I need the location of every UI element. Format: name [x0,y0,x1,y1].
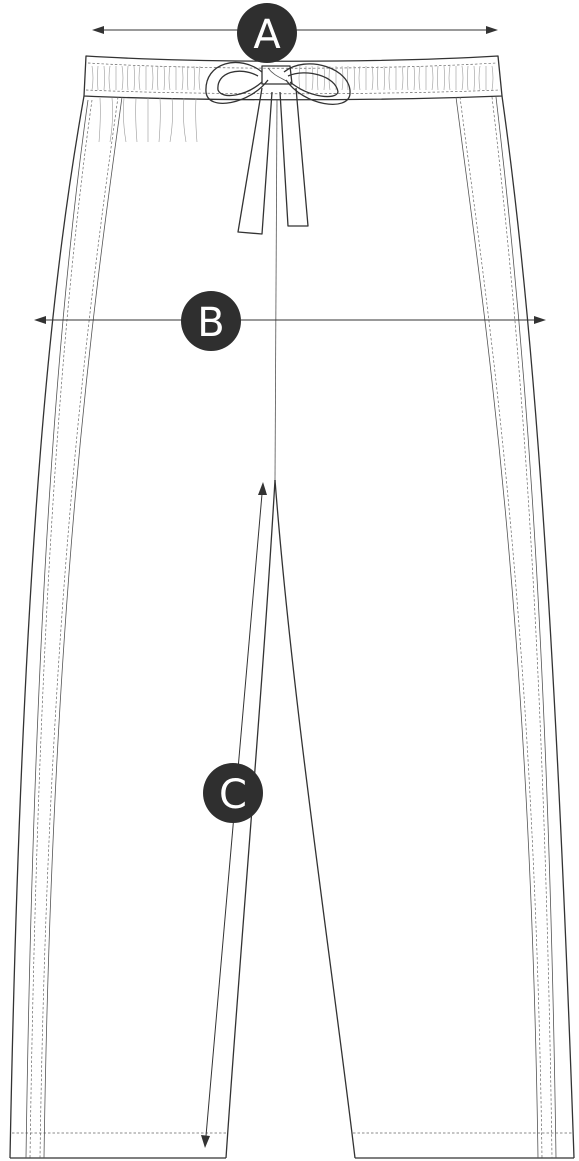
marker-b-label: B [197,300,225,346]
marker-b [181,291,241,351]
marker-a [237,3,297,63]
marker-c [203,763,263,823]
gather-line [474,66,475,90]
gather-line [419,66,420,90]
gather-line [342,66,343,90]
gather-line [170,98,173,142]
gather-line [92,66,93,90]
gather-line [324,66,325,90]
gather-line [449,66,450,90]
gather-line [169,66,170,90]
gather-line [468,66,469,90]
gather-line [182,66,183,90]
gather-line [402,66,403,90]
gather-line [372,66,373,90]
gather-line [432,66,433,90]
gather-line [492,66,493,90]
pants-outline [10,96,574,1158]
marker-a-label: A [253,12,281,58]
gather-line [196,98,197,142]
gather-line [384,66,385,90]
marker-c-label: C [219,772,247,818]
gather-line [414,66,415,90]
gather-line [183,98,186,142]
gather-line [104,66,105,90]
gather-line [164,66,165,90]
gather-line [158,66,159,90]
gather-line [199,66,200,90]
gather-line [194,66,195,90]
measurement-b-hip-line [34,316,546,324]
gather-line [128,66,129,90]
gather-line [98,66,99,90]
gather-line [299,66,300,90]
gather-line [122,66,123,90]
waistband-gathers [92,66,493,142]
gather-line [109,66,110,90]
gather-line [123,98,126,142]
gather-line [462,66,463,90]
gather-line [479,66,480,90]
gather-line [136,98,137,142]
gather-line [354,66,355,90]
gather-line [444,66,445,90]
gather-line [99,98,100,142]
gather-line [110,98,113,142]
gather-line [188,66,189,90]
gather-line [134,66,135,90]
drawstring [206,62,350,234]
gather-line [159,98,160,142]
gather-line [139,66,140,90]
gather-line [359,66,360,90]
gather-line [152,66,153,90]
gather-line [408,66,409,90]
gather-line [329,66,330,90]
gather-line [318,66,319,90]
waistband [84,56,502,142]
side-stripes [26,97,556,1158]
gather-line [348,66,349,90]
gather-line [312,66,313,90]
gather-line [378,66,379,90]
gather-line [438,66,439,90]
gather-line [389,66,390,90]
